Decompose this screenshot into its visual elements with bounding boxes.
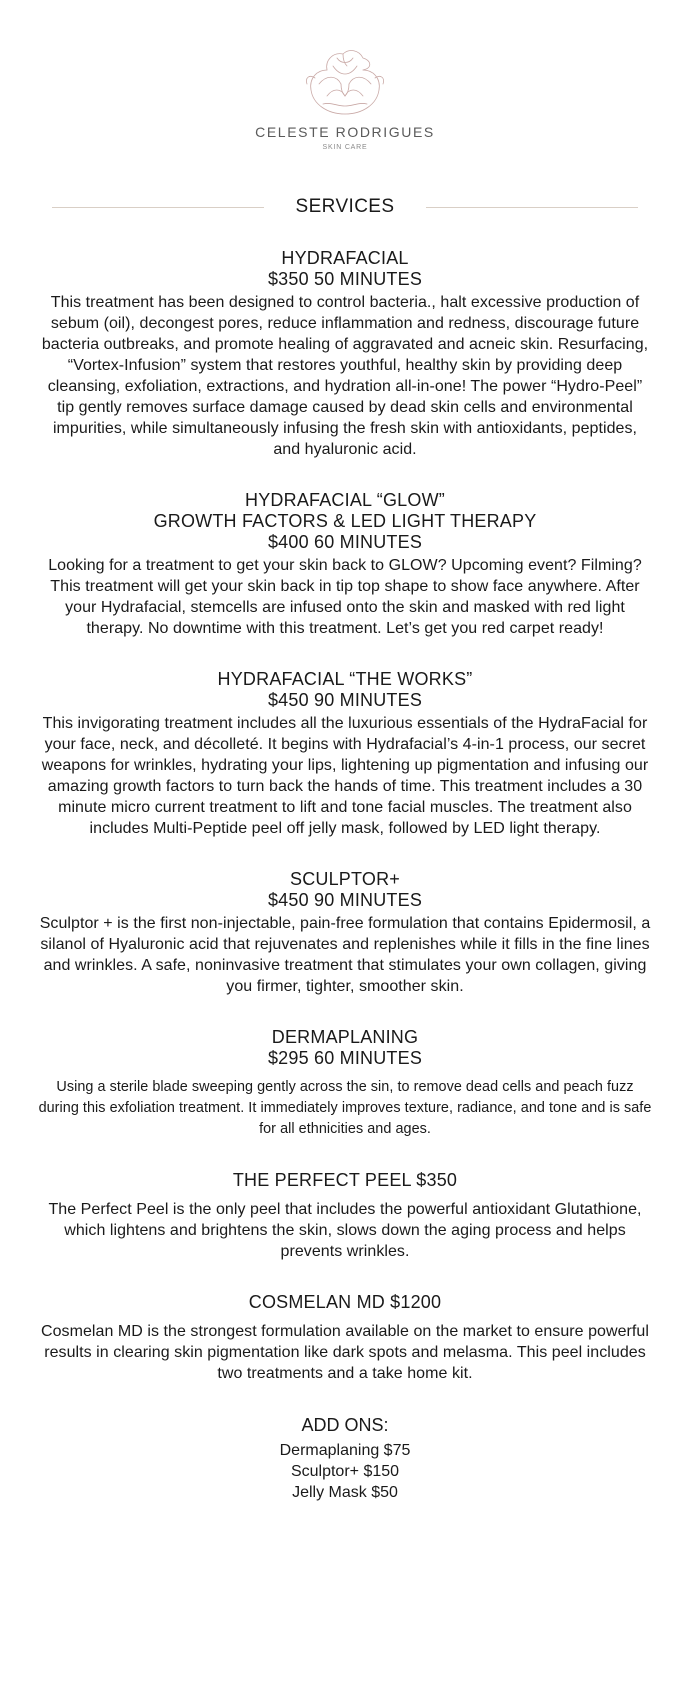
peony-flower-icon <box>297 44 393 120</box>
service-description: Cosmelan MD is the strongest formulation available on the market to ensure powerful results in clearing skin pigmentation like dark spots and melasma. This peel includes two treatments and a take home kit. <box>40 1323 649 1382</box>
service-hydrafacial <box>38 248 652 460</box>
list-item: Sculptor+ $150 <box>290 1463 400 1480</box>
service-title: DERMAPLANING $295 60 MINUTES <box>267 1027 423 1068</box>
add-ons-title: ADD ONS: <box>301 1415 389 1435</box>
list-item: Dermaplaning $75 <box>279 1442 411 1459</box>
service-title: HYDRAFACIAL “GLOW” GROWTH FACTORS & LED LIGHT THERAPY $400 60 MINUTES <box>153 490 537 552</box>
services-heading <box>52 196 638 218</box>
service-hydrafacial-the-works <box>38 669 652 839</box>
service-hydrafacial-glow <box>38 490 652 639</box>
service-cosmelan-md <box>38 1292 652 1384</box>
service-title: SCULPTOR+ $450 90 MINUTES <box>267 869 423 910</box>
add-ons-section <box>38 1414 652 1503</box>
service-perfect-peel <box>38 1170 652 1262</box>
service-sculptor-plus <box>38 869 652 997</box>
divider-right <box>426 207 638 208</box>
service-description: Looking for a treatment to get your skin back to GLOW? Upcoming event? Filming? This treatment will get your skin back in tip top shape to show face anywhere. After your Hydrafacial, stemcells are infused onto the skin and masked with red light therapy. No downtime with this treatment. Let’s get you red carpet ready! <box>48 557 642 637</box>
add-ons-list <box>38 1440 652 1503</box>
brand-name: CELESTE RODRIGUES <box>255 124 435 140</box>
divider-left <box>52 207 264 208</box>
service-title: THE PERFECT PEEL $350 <box>232 1170 458 1190</box>
service-dermaplaning <box>38 1027 652 1140</box>
page-title: SERVICES <box>295 196 395 217</box>
list-item: Jelly Mask $50 <box>292 1484 398 1501</box>
service-description: Using a sterile blade sweeping gently across the sin, to remove dead cells and peach fuzz during this exfoliation treatment. It immediately improves texture, radiance, and tone and is safe for all ethnicities and ages. <box>38 1079 652 1137</box>
brand-logo <box>0 44 690 151</box>
brand-subtitle: SKIN CARE <box>322 144 368 151</box>
service-description: Sculptor + is the first non-injectable, pain-free formulation that contains Epidermosil, a silanol of Hyaluronic acid that rejuvenates and replenishes while it fills in the fine lines and wrinkles. A safe, noninvasive treatment that stimulates your own collagen, giving you firmer, tighter, smoother skin. <box>39 915 651 995</box>
services-list <box>38 248 652 1503</box>
service-description: The Perfect Peel is the only peel that includes the powerful antioxidant Glutathione, which lightens and brightens the skin, slows down the aging process and helps prevents wrinkles. <box>48 1201 642 1260</box>
service-title: HYDRAFACIAL $350 50 MINUTES <box>267 248 423 289</box>
service-title: HYDRAFACIAL “THE WORKS” $450 90 MINUTES <box>217 669 473 710</box>
service-description: This invigorating treatment includes all the luxurious essentials of the HydraFacial for your face, neck, and décolleté. It begins with Hydrafacial’s 4-in-1 process, our secret weapons for wrinkles, hydrating your lips, lightening up pigmentation and infusing our amazing growth factors to turn back the hands of time. This treatment includes a 30 minute micro current treatment to lift and tone facial muscles. The treatment also includes Multi-Peptide peel off jelly mask, followed by LED light therapy. <box>41 715 649 837</box>
service-title: COSMELAN MD $1200 <box>248 1292 442 1312</box>
service-description: This treatment has been designed to control bacteria., halt excessive production of sebum (oil), decongest pores, reduce inflammation and redness, discourage future bacteria outbreaks, and promote healing of aggravated and acneic skin. Resurfacing, “Vortex-Infusion” system that restores youthful, healthy skin by providing deep cleansing, exfoliation, extractions, and hydration all-in-one! The power “Hydro-Peel” tip gently removes surface damage caused by dead skin cells and environmental impurities, while simultaneously infusing the fresh skin with antioxidants, peptides, and hyaluronic acid. <box>41 294 649 458</box>
